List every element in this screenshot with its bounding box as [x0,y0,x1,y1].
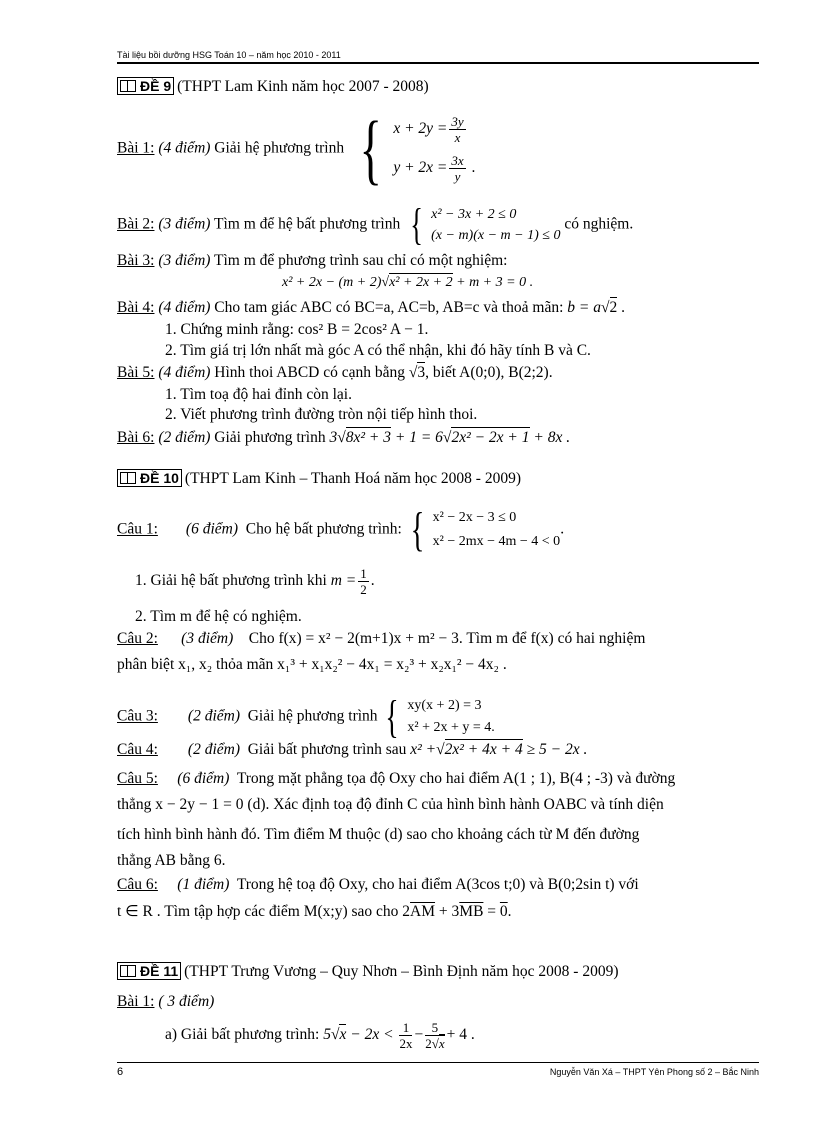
de9-bai3: Bài 3: (3 điểm) Tìm m để phương trình sau chỉ có một nghiệm: [117,252,508,269]
de9-bai2: Bài 2: (3 điểm) Tìm m để hệ bất phương trình { x² − 3x + 2 ≤ 0 (x − m)(x − m − 1) ≤ 0 có nghiệm. [117,200,634,249]
de11-heading [117,962,618,982]
de11-label-box: ĐỀ 11 [117,962,181,980]
de10-cau3: Câu 3: (2 điểm) Giải hệ phương trình { xy(x + 2) = 3 x² + 2x + y = 4. [117,691,495,742]
de9-bai5-item1: 1. Tìm toạ độ hai đỉnh còn lại. [165,386,352,403]
de10-heading [117,469,521,489]
de10-cau1-item1: 1. Giải hệ bất phương trình khi m = $\frac{1}{2}$ . [135,566,375,597]
de11-bai1: Bài 1: ( 3 điểm) [117,993,215,1010]
de10-cau5-line2: thẳng x − 2y − 1 = 0 (d). Xác định toạ độ đỉnh C của hình bình hành OABC và tính diện [117,796,664,813]
de9-b1-system: { x + 2y = $\frac{3y}{x}$ y + 2x = $\frac{3x}{y}$ . [359,105,476,192]
de10-cau2-line2: phân biệt x₁, x₂ thỏa mãn x₁³ + x₁x₂² − 4x₁ = x₂³ + x₂x₁² − 4x₂ . [117,656,507,673]
de10-cau6-line2: t ∈ R . Tìm tập hợp các điểm M(x;y) sao cho $2\overline{AM} + 3\overline{MB} = 0$. [117,903,512,920]
de10-cau1-item2: 2. Tìm m để hệ có nghiệm. [135,608,302,625]
de9-bai4-item1: 1. Chứng minh rằng: cos² B = 2cos² A − 1. [165,321,429,338]
de9-bai3-equation: x² + 2x − (m + 2)√x² + 2x + 2 + m + 3 = 0 . [282,275,534,290]
de10-cau5-line3: tích hình bình hành đó. Tìm điểm M thuộc (d) sao cho khoảng cách từ M đến đường [117,826,640,843]
de9-title: (THPT Lam Kinh năm học 2007 - 2008) [177,78,429,95]
book-icon [120,80,136,92]
book-icon [120,965,136,977]
de9-bai1: Bài 1: (4 điểm) Giải hệ phương trình { x + 2y = $\frac{3y}{x}$ y + 2x = $\frac{3x}{y}$ . [117,105,476,192]
de9-heading [117,77,429,97]
de9-bai6: Bài 6: (2 điểm) Giải phương trình 3√8x² + 3 + 1 = 6√2x² − 2x + 1 + 8x . [117,429,571,446]
de10-title: (THPT Lam Kinh – Thanh Hoá năm học 2008 - 2009) [184,470,521,487]
de9-label-box: ĐỀ 9 [117,77,174,95]
de10-cau5: Câu 5: (6 điểm) Trong mặt phẳng tọa độ Oxy cho hai điểm A(1 ; 1), B(4 ; -3) và đường [117,770,676,787]
de10-cau1: Câu 1: (6 điểm) Cho hệ bất phương trình: { x² − 2x − 3 ≤ 0 x² − 2mx − 4m − 4 < 0 . [117,503,565,556]
de9-bai5-item2: 2. Viết phương trình đường tròn nội tiếp hình thoi. [165,406,478,423]
book-icon [120,472,136,484]
de9-bai4-item2: 2. Tìm giá trị lớn nhất mà góc A có thể nhận, khi đó hãy tính B và C. [165,342,591,359]
de9-bai4: Bài 4: (4 điểm) Cho tam giác ABC có BC=a, AC=b, AB=c và thoả mãn: b = a√2 . [117,299,626,316]
de11-bai1-a: a) Giải bất phương trình: 5√x − 2x < $\frac{1}{2x}$ − $\frac{5}{2√x}$ + 4 . [165,1020,475,1051]
footer-rule [117,1062,759,1063]
de9-bai5: Bài 5: (4 điểm) Hình thoi ABCD có cạnh bằng √3, biết A(0;0), B(2;2). [117,364,553,381]
de10-cau5-line4: thẳng AB bằng 6. [117,852,226,869]
page-number: 6 [117,1066,124,1078]
header-rule [117,62,759,64]
page-header: Tài liệu bồi dưỡng HSG Toán 10 – năm học 2010 - 2011 [117,50,341,60]
de10-cau4: Câu 4: (2 điểm) Giải bất phương trình sau x² +√2x² + 4x + 4 ≥ 5 − 2x . [117,741,588,758]
de11-title: (THPT Trưng Vương – Quy Nhơn – Bình Định năm học 2008 - 2009) [184,963,619,980]
page-footer-author: Nguyễn Văn Xá – THPT Yên Phong số 2 – Bắc Ninh [549,1067,759,1077]
de10-cau2: Câu 2: (3 điểm) Cho f(x) = x² − 2(m+1)x + m² − 3. Tìm m để f(x) có hai nghiệm [117,630,646,647]
de10-label-box: ĐỀ 10 [117,469,182,487]
de10-cau6: Câu 6: (1 điểm) Trong hệ toạ độ Oxy, cho hai điểm A(3cos t;0) và B(0;2sin t) với [117,876,639,893]
